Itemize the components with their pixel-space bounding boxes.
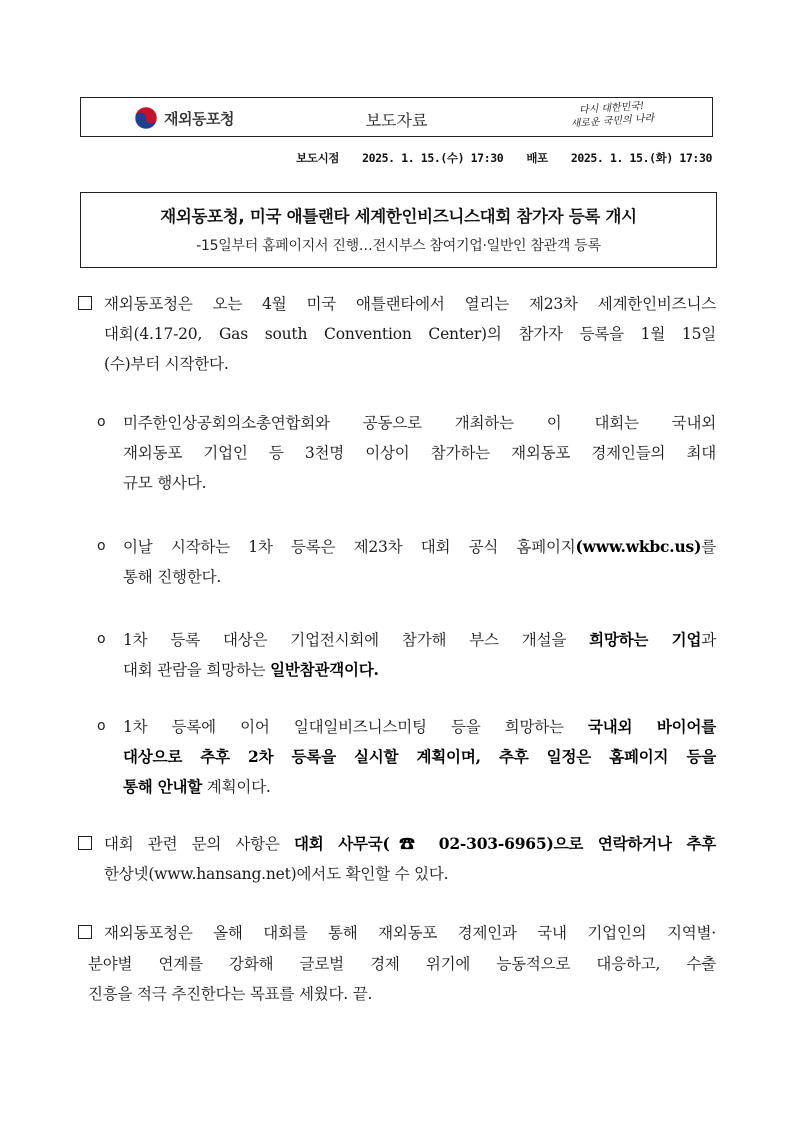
item-4-line-3 (123, 772, 716, 802)
item-4-line-1 (123, 712, 716, 742)
item-2-line-1 (123, 532, 716, 562)
circle-bullet-icon: o (97, 414, 106, 430)
item-3 (123, 625, 716, 685)
item-1-line-3: 규모 행사다. (123, 474, 207, 492)
item-2-text-end: 를 (701, 538, 716, 556)
release-time-line (296, 150, 712, 166)
paragraph-3-line-2: 분야별 연계를 강화해 글로벌 경제 위기에 능동적으로 대응하고, 수출 (88, 955, 716, 973)
slogan-line-1: 다시 대한민국! (578, 100, 645, 117)
subheadline: -15일부터 홈페이지서 진행…전시부스 참여기업·일반인 참관객 등록 (196, 238, 601, 254)
circle-bullet-icon: o (97, 718, 106, 734)
doc-type-label: 보도자료 (365, 111, 428, 130)
item-1 (123, 408, 716, 498)
paragraph-3-line-3: 진흥을 적극 추진한다는 목표를 세웠다. 끝. (88, 985, 373, 1003)
paragraph-3-line-1: 재외동포청은 올해 대회를 통해 재외동포 경제인과 국내 기업인의 지역별· (104, 924, 716, 942)
title-box (80, 192, 717, 268)
contact-info: 대회 사무국(☎ 02-303-6965)으로 연락하거나 추후 (293, 834, 716, 853)
item-2 (123, 532, 716, 592)
item-1-line-2: 재외동포 기업인 등 3천명 이상이 참가하는 재외동포 경제인들의 최대 (123, 444, 716, 462)
paragraph-1 (104, 289, 716, 319)
paragraph-3 (104, 918, 716, 948)
item-3-bold-2: 일반참관객이다. (270, 660, 379, 679)
paragraph-2-text: 대회 관련 문의 사항은 (104, 835, 294, 853)
item-4 (123, 712, 716, 802)
square-bullet-icon (78, 296, 92, 310)
item-4-bold-3: 통해 안내할 (123, 777, 203, 796)
item-4-text: 1차 등록에 이어 일대일비즈니스미팅 등을 희망하는 (123, 718, 588, 736)
release-label: 보도시점 (296, 151, 340, 165)
release-time: 2025. 1. 15.(수) 17:30 (362, 151, 504, 165)
square-bullet-icon (78, 925, 92, 939)
slogan-line-2: 새로운 국민의 나라 (570, 113, 655, 130)
paragraph-2-line-2: 한상넷(www.hansang.net)에서도 확인할 수 있다. (104, 865, 449, 883)
header-box (80, 97, 713, 137)
item-3-bold-1: 희망하는 기업 (589, 630, 702, 649)
item-4-line-2: 대상으로 추후 2차 등록을 실시할 계획이며, 추후 일정은 홈페이지 등을 (123, 747, 716, 766)
paragraph-1-cont (104, 319, 716, 379)
headline: 재외동포청, 미국 애틀랜타 세계한인비즈니스대회 참가자 등록 개시 (160, 207, 637, 226)
circle-bullet-icon: o (97, 538, 106, 554)
item-2-text: 이날 시작하는 1차 등록은 제23차 대회 공식 홈페이지 (123, 538, 576, 556)
item-4-text-3: 계획이다. (202, 778, 271, 796)
paragraph-1-line-2: 대회(4.17-20, Gas south Convention Center)의 참가자 등록을 1월 15일 (104, 325, 716, 343)
item-2-line-2: 통해 진행한다. (123, 568, 222, 586)
paragraph-2-line-1 (104, 829, 716, 859)
item-3-text-2: 대회 관람을 희망하는 (123, 661, 271, 679)
distribution-time: 2025. 1. 15.(화) 17:30 (570, 151, 712, 165)
paragraph-1-line-3: (수)부터 시작한다. (104, 355, 229, 373)
item-3-line-1 (123, 625, 716, 655)
paragraph-3-cont (88, 949, 716, 1009)
circle-bullet-icon: o (97, 631, 106, 647)
paragraph-2-cont (104, 859, 716, 889)
square-bullet-icon (78, 836, 92, 850)
org-name: 재외동포청 (164, 109, 234, 128)
item-4-bold-1: 국내외 바이어를 (587, 717, 716, 736)
item-3-line-2 (123, 655, 716, 685)
item-3-text: 1차 등록 대상은 기업전시회에 참가해 부스 개설을 (123, 631, 590, 649)
homepage-url: (www.wkbc.us) (575, 537, 702, 556)
distribution-label: 배포 (526, 151, 548, 165)
item-3-text-end: 과 (701, 631, 716, 649)
paragraph-2 (104, 829, 716, 859)
paragraph-1-line-1: 재외동포청은 오는 4월 미국 애틀랜타에서 열리는 제23차 세계한인비즈니스 (104, 295, 716, 313)
item-1-line-1: 미주한인상공회의소총연합회와 공동으로 개최하는 이 대회는 국내외 (123, 414, 716, 432)
